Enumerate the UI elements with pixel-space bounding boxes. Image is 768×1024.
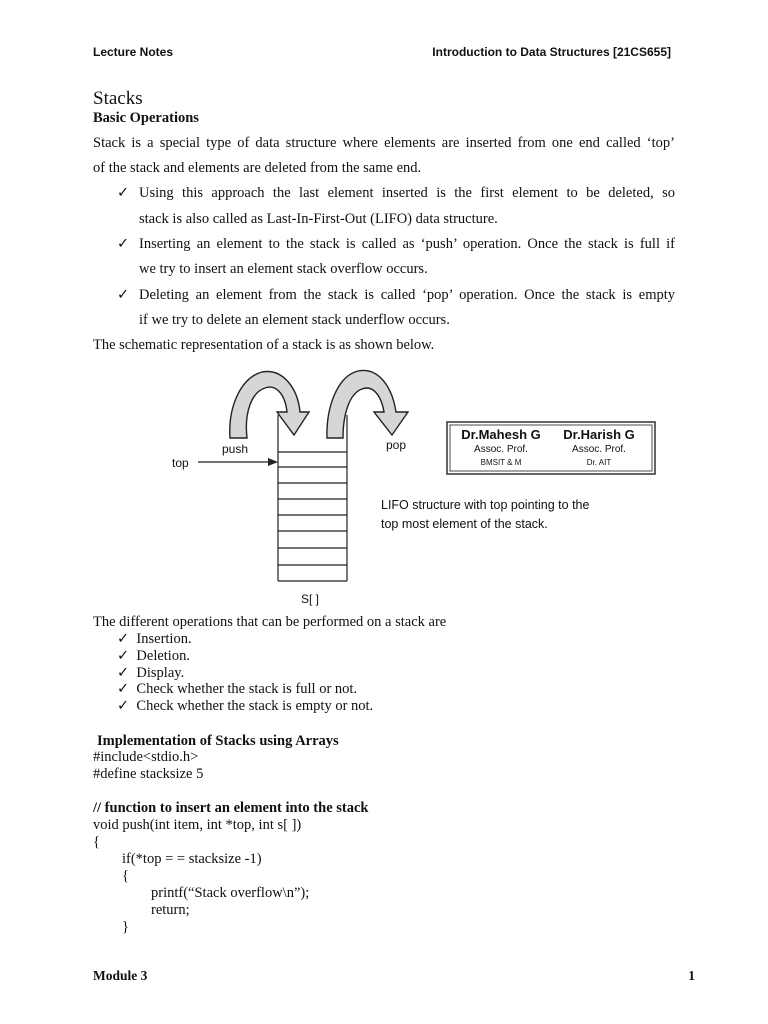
code-line: } — [93, 919, 129, 935]
check-icon: ✓ — [117, 681, 130, 698]
array-label: S[ ] — [301, 592, 320, 606]
author-2-org: Dr. AIT — [586, 458, 612, 467]
author-1-name: Dr.Mahesh G — [461, 427, 541, 442]
footer-left: Module 3 — [93, 968, 148, 983]
check-icon: ✓ — [117, 287, 130, 303]
check-icon: ✓ — [117, 236, 130, 252]
page-title: Stacks — [93, 88, 143, 109]
func-comment: // function to insert an element into the stack — [93, 800, 369, 816]
bullet-2-line-2: we try to insert an element stack overflow occurs. — [139, 261, 428, 277]
list-item: ✓ Check whether the stack is empty or not. — [117, 698, 374, 715]
author-1-org: BMSIT & M — [480, 458, 522, 467]
diagram-caption-line-1: LIFO structure with top pointing to the — [381, 498, 590, 512]
operations-intro: The different operations that can be performed on a stack are — [93, 614, 447, 630]
bullet-1-line-2: stack is also called as Last-In-First-Out (LIFO) data structure. — [139, 211, 498, 227]
code-include: #include<stdio.h> — [93, 749, 199, 765]
page-number: 1 — [688, 968, 695, 983]
code-line: return; — [93, 902, 190, 918]
code-line: { — [93, 834, 100, 850]
list-item: ✓ Check whether the stack is full or not. — [117, 681, 358, 698]
pop-label: pop — [386, 438, 407, 452]
author-1-role: Assoc. Prof. — [474, 444, 528, 455]
bullet-3-line-1: Deleting an element from the stack is called ‘pop’ operation. Once the stack is empty — [139, 287, 675, 303]
pop-arrow-icon — [327, 370, 408, 438]
code-line: void push(int item, int *top, int s[ ]) — [93, 817, 302, 833]
author-2-name: Dr.Harish G — [563, 427, 635, 442]
list-item: ✓ Display. — [117, 664, 185, 681]
intro-line-2: of the stack and elements are deleted from the same end. — [93, 160, 422, 176]
push-label: push — [222, 442, 249, 456]
author-2-role: Assoc. Prof. — [572, 444, 626, 455]
header-left: Lecture Notes — [93, 45, 174, 59]
stack-array — [278, 415, 347, 581]
code-line: { — [93, 868, 129, 884]
check-icon: ✓ — [117, 185, 130, 201]
check-icon: ✓ — [117, 698, 130, 715]
impl-heading: Implementation of Stacks using Arrays — [97, 733, 339, 749]
schematic-intro: The schematic representation of a stack is as shown below. — [93, 337, 435, 353]
check-icon: ✓ — [117, 647, 130, 664]
code-line: printf(“Stack overflow\n”); — [93, 885, 310, 901]
bullet-2-line-1: Inserting an element to the stack is called as ‘push’ operation. Once the stack is full if — [139, 236, 675, 252]
push-arrow-icon — [230, 372, 309, 438]
check-icon: ✓ — [117, 664, 130, 681]
top-label: top — [172, 456, 189, 470]
code-line: if(*top = = stacksize -1) — [93, 851, 262, 867]
diagram-caption-line-2: top most element of the stack. — [381, 517, 548, 531]
header-right: Introduction to Data Structures [21CS655] — [432, 45, 671, 59]
bullet-3-line-2: if we try to delete an element stack underflow occurs. — [139, 312, 450, 328]
bullet-1-line-1: Using this approach the last element inserted is the first element to be deleted, so — [139, 185, 675, 201]
operations-list — [117, 631, 373, 715]
intro-line-1: Stack is a special type of data structure where elements are inserted from one end called ‘top’ — [93, 135, 675, 151]
code-define: #define stacksize 5 — [93, 766, 204, 782]
check-icon: ✓ — [117, 631, 130, 647]
list-item: ✓ Deletion. — [117, 647, 190, 664]
section-subtitle: Basic Operations — [93, 110, 199, 126]
list-item: ✓ Insertion. — [117, 631, 192, 647]
